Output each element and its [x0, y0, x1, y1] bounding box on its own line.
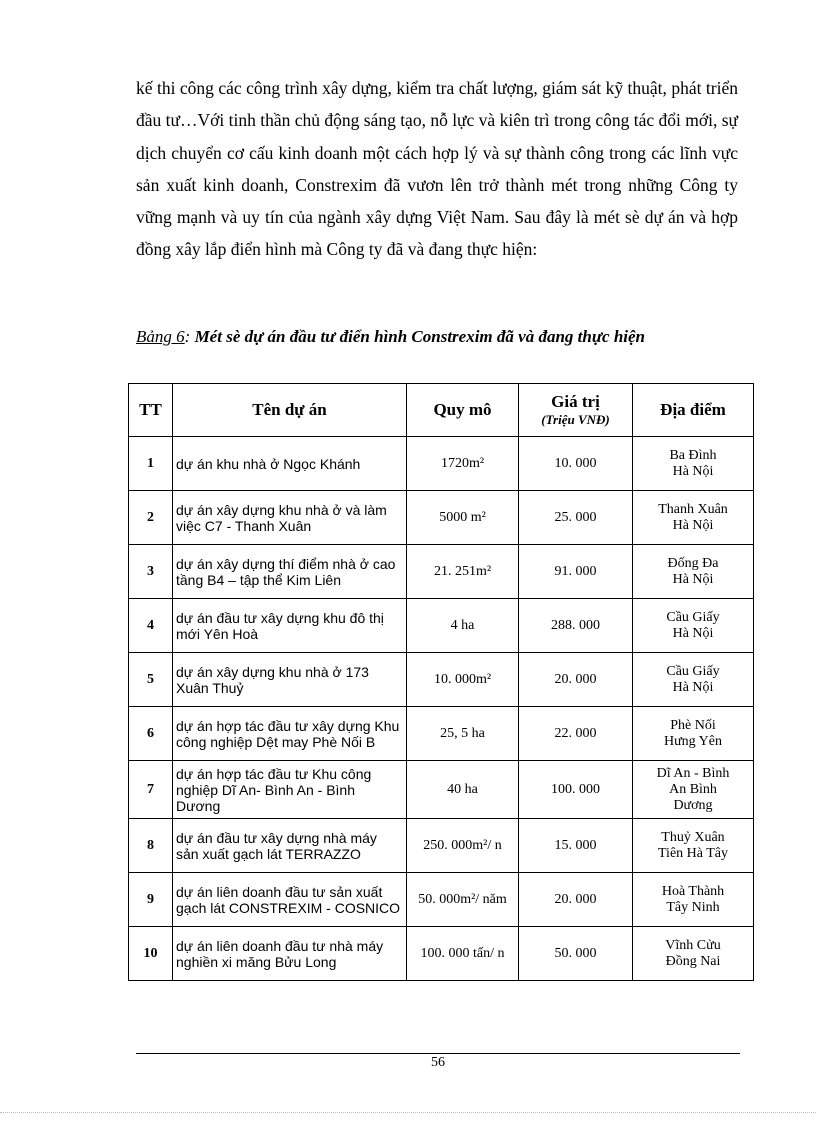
- row-project-name: dự án hợp tác đầu tư Khu công nghiệp Dĩ An- Bình An - Bình Dương: [173, 761, 407, 819]
- row-scale: 1720m²: [407, 437, 519, 491]
- row-scale: 25, 5 ha: [407, 707, 519, 761]
- header-location: Địa điểm: [633, 384, 754, 437]
- row-scale: 4 ha: [407, 599, 519, 653]
- header-scale: Quy mô: [407, 384, 519, 437]
- table-row: [129, 761, 754, 819]
- table-caption-label: Bảng 6: [136, 327, 185, 346]
- row-location: [633, 437, 754, 491]
- page-bottom-edge: [0, 1112, 816, 1113]
- footer-divider: [136, 1053, 740, 1054]
- row-location-line: Hưng Yên: [663, 733, 722, 749]
- row-project-name: dự án xây dựng thí điểm nhà ở cao tầng B4 – tập thể Kim Liên: [173, 545, 407, 599]
- row-value: 91. 000: [519, 545, 633, 599]
- row-location: [633, 545, 754, 599]
- table-row: [129, 819, 754, 873]
- row-value: 100. 000: [519, 761, 633, 819]
- row-location-line: Phè Nối: [670, 717, 716, 733]
- header-tt: TT: [129, 384, 173, 437]
- table-row: [129, 437, 754, 491]
- projects-table: [128, 383, 754, 981]
- row-location-line: Dương: [673, 797, 713, 813]
- row-project-name: dự án khu nhà ở Ngọc Khánh: [173, 437, 407, 491]
- row-tt: 6: [129, 707, 173, 761]
- row-location: [633, 819, 754, 873]
- table-row: [129, 873, 754, 927]
- row-tt: 5: [129, 653, 173, 707]
- row-value: 288. 000: [519, 599, 633, 653]
- row-location-line: Ba Đình: [669, 447, 717, 463]
- row-location-line: Tiên Hà Tây: [658, 845, 728, 861]
- row-location: [633, 599, 754, 653]
- row-location-line: Hà Nội: [672, 571, 714, 587]
- row-location-line: Đồng Nai: [665, 953, 721, 969]
- row-location: [633, 873, 754, 927]
- header-value: [519, 384, 633, 437]
- row-scale: 100. 000 tấn/ n: [407, 927, 519, 981]
- row-project-name: dự án xây dựng khu nhà ở và làm việc C7 - Thanh Xuân: [173, 491, 407, 545]
- row-location-line: Vĩnh Cửu: [665, 937, 721, 953]
- header-value-label: Giá trị: [551, 392, 600, 411]
- row-scale: 5000 m²: [407, 491, 519, 545]
- table-header: [129, 384, 754, 437]
- row-tt: 8: [129, 819, 173, 873]
- row-tt: 7: [129, 761, 173, 819]
- table-row: [129, 927, 754, 981]
- row-location: [633, 927, 754, 981]
- row-value: 15. 000: [519, 819, 633, 873]
- table-row: [129, 545, 754, 599]
- row-tt: 9: [129, 873, 173, 927]
- row-project-name: dự án đầu tư xây dựng khu đô thị mới Yên Hoà: [173, 599, 407, 653]
- row-location-line: Dĩ An - Bình: [656, 765, 730, 781]
- page-number: 56: [431, 1055, 445, 1070]
- row-location-line: Tây Ninh: [666, 899, 720, 915]
- row-tt: 10: [129, 927, 173, 981]
- row-location: [633, 491, 754, 545]
- row-tt: 2: [129, 491, 173, 545]
- row-value: 10. 000: [519, 437, 633, 491]
- row-value: 20. 000: [519, 873, 633, 927]
- row-project-name: dự án đầu tư xây dựng nhà máy sản xuất gạch lát TERRAZZO: [173, 819, 407, 873]
- row-value: 50. 000: [519, 927, 633, 981]
- row-scale: 50. 000m²/ năm: [407, 873, 519, 927]
- body-paragraph: kế thi công các công trình xây dựng, kiểm tra chất lượng, giám sát kỹ thuật, phát triển đầu tư…Với tinh thần chủ động sáng tạo, nỗ lực và kiên trì trong công tác đổi mới, sự dịch chuyển cơ cấu kinh doanh một cách hợp lý và sự thành công trong các lĩnh vực sản xuất kinh doanh, Constrexim đã vươn lên trở thành mét trong những Công ty vững mạnh và uy tín của ngành xây dựng Việt Nam. Sau đây là mét sè dự án và hợp đồng xây lắp điển hình mà Công ty đã và đang thực hiện:: [136, 78, 738, 260]
- table-caption-separator: :: [184, 327, 195, 346]
- row-location-line: An Bình: [669, 781, 717, 797]
- row-location-line: Thuỷ Xuân: [661, 829, 725, 845]
- row-scale: 250. 000m²/ n: [407, 819, 519, 873]
- row-project-name: dự án liên doanh đầu tư nhà máy nghiền xi măng Bửu Long: [173, 927, 407, 981]
- row-location-line: Thanh Xuân: [658, 501, 728, 517]
- table-caption-title: Mét sè dự án đầu tư điển hình Constrexim đã và đang thực hiện: [194, 327, 645, 346]
- row-location: [633, 707, 754, 761]
- row-value: 22. 000: [519, 707, 633, 761]
- header-row: [129, 384, 754, 437]
- table-caption: [136, 327, 756, 347]
- row-location-line: Hoà Thành: [661, 883, 725, 899]
- row-project-name: dự án liên doanh đầu tư sản xuất gạch lát CONSTREXIM - COSNICO: [173, 873, 407, 927]
- row-scale: 10. 000m²: [407, 653, 519, 707]
- row-location-line: Hà Nội: [672, 625, 714, 641]
- row-tt: 3: [129, 545, 173, 599]
- row-value: 20. 000: [519, 653, 633, 707]
- table-row: [129, 491, 754, 545]
- row-value: 25. 000: [519, 491, 633, 545]
- row-scale: 40 ha: [407, 761, 519, 819]
- row-project-name: dự án xây dựng khu nhà ở 173 Xuân Thuỷ: [173, 653, 407, 707]
- row-location: [633, 653, 754, 707]
- table-body: [129, 437, 754, 981]
- row-scale: 21. 251m²: [407, 545, 519, 599]
- row-location-line: Hà Nội: [672, 679, 714, 695]
- row-tt: 1: [129, 437, 173, 491]
- header-name: Tên dự án: [173, 384, 407, 437]
- row-location-line: Hà Nội: [672, 517, 714, 533]
- row-location-line: Cầu Giấy: [666, 663, 720, 679]
- row-project-name: dự án hợp tác đầu tư xây dựng Khu công nghiệp Dệt may Phè Nối B: [173, 707, 407, 761]
- row-tt: 4: [129, 599, 173, 653]
- row-location: [633, 761, 754, 819]
- row-location-line: Hà Nội: [672, 463, 714, 479]
- table-row: [129, 653, 754, 707]
- row-location-line: Cầu Giấy: [666, 609, 720, 625]
- row-location-line: Đống Đa: [667, 555, 719, 571]
- table-row: [129, 599, 754, 653]
- table-row: [129, 707, 754, 761]
- header-value-unit: (Triệu VNĐ): [541, 412, 610, 427]
